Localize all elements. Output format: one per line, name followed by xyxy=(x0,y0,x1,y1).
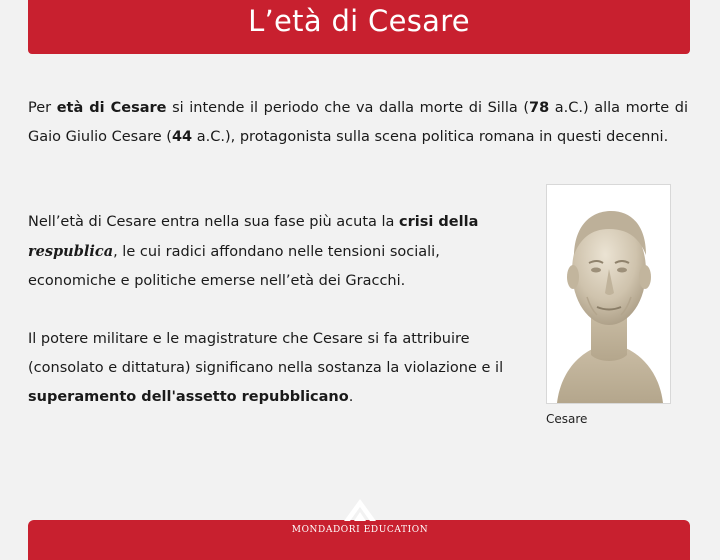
p3-bold-superamento: superamento dell'assetto repubblicano xyxy=(28,389,349,405)
p3-text-1: Il potere militare e le magistrature che Cesare si fa attribuire (consolato e dittatura) significano nella sostanza la violazione e il xyxy=(28,331,504,376)
logo-text: MONDADORI EDUCATION xyxy=(291,525,429,535)
marble-bust-icon xyxy=(547,185,670,403)
paragraph-crisis xyxy=(28,208,518,296)
p2-bold-crisi: crisi della xyxy=(399,214,479,230)
p1-bold-eta: età di Cesare xyxy=(56,100,167,116)
slide-title: L’età di Cesare xyxy=(248,4,470,38)
p2-italic-respublica: respublica xyxy=(28,243,114,260)
p2-text-2: , le cui radici affondano nelle tensioni sociali, economiche e politiche emerse nell’età dei Gracchi. xyxy=(28,244,440,289)
paragraph-intro xyxy=(28,94,688,152)
p1-text-2: si intende il periodo che va dalla morte di Silla ( xyxy=(166,100,529,116)
p1-text-4: a.C.), protagonista sulla scena politica romana in questi decenni. xyxy=(192,129,669,145)
p1-bold-44: 44 xyxy=(171,129,193,145)
p3-text-2: . xyxy=(348,389,354,405)
image-caption: Cesare xyxy=(546,412,588,426)
p1-bold-78: 78 xyxy=(528,100,550,116)
p2-text-1: Nell’età di Cesare entra nella sua fase più acuta la xyxy=(28,214,400,230)
mondadori-logo-icon xyxy=(340,497,380,523)
p1-text-3: a.C.) alla morte di Gaio Giulio Cesare ( xyxy=(28,100,689,145)
paragraph-power xyxy=(28,325,528,412)
publisher-logo xyxy=(270,497,450,540)
title-bar xyxy=(28,0,690,54)
caesar-bust-image xyxy=(546,184,671,404)
p1-text-1: Per xyxy=(28,100,57,116)
